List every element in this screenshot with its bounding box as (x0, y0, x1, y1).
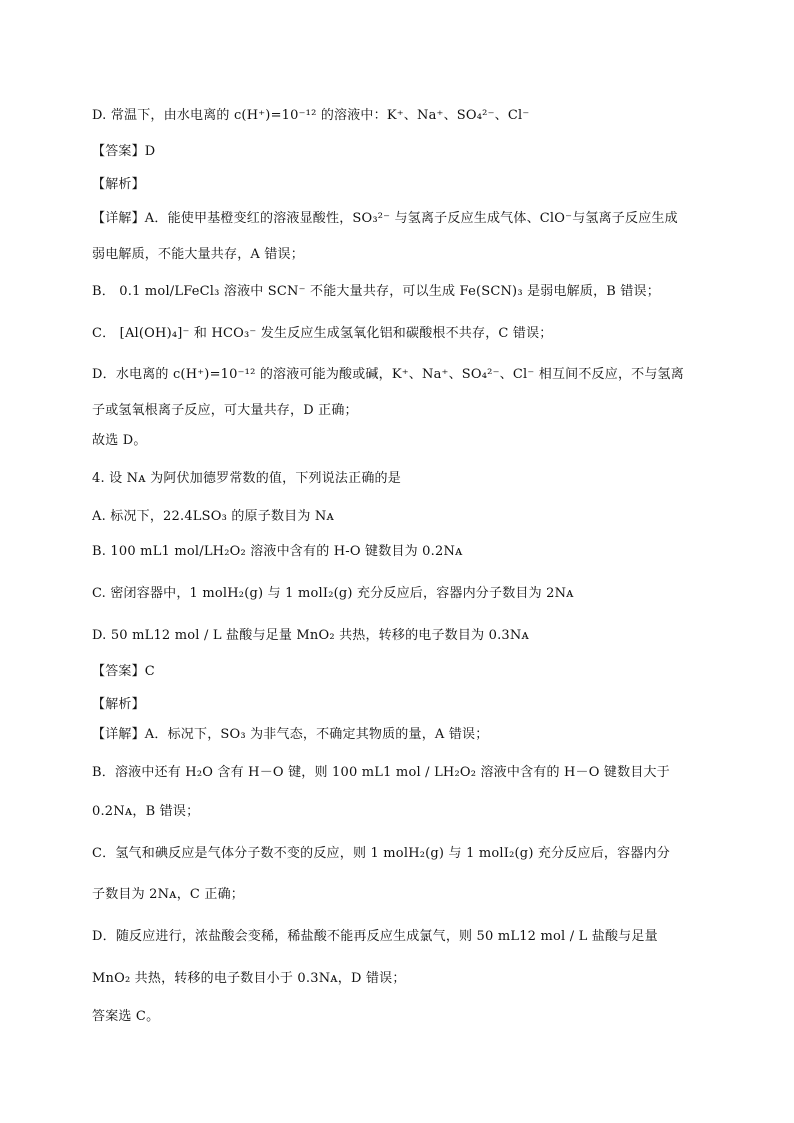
q4-detail-line-6: D．随反应进行，浓盐酸会变稀，稀盐酸不能再反应生成氯气，则 50 mL12 mol / L 盐酸与足量 (92, 929, 658, 944)
q4-option-b: B. 100 mL1 mol/LH₂O₂ 溶液中含有的 H-O 键数目为 0.2Nᴀ (92, 544, 463, 559)
q4-answer: 【答案】C (92, 664, 155, 679)
q3-detail-line-6: 子或氢氧根离子反应，可大量共存，D 正确； (92, 403, 358, 418)
q3-conclusion: 故选 D。 (92, 433, 147, 448)
q3-detail-line-5: D．水电离的 c(H⁺)=10⁻¹² 的溶液可能为酸或碱，K⁺、Na⁺、SO₄²⁻、Cl⁻ 相互间不反应，不与氢离 (92, 367, 684, 382)
q4-analysis-label: 【解析】 (92, 697, 145, 712)
q4-detail-line-3: 0.2Nᴀ，B 错误； (92, 804, 200, 819)
q3-detail-line-3: B． 0.1 mol/LFeCl₃ 溶液中 SCN⁻ 不能大量共存，可以生成 Fe(SCN)₃ 是弱电解质，B 错误； (92, 284, 660, 299)
q4-detail-line-5: 子数目为 2Nᴀ，C 正确； (92, 887, 245, 902)
q4-conclusion: 答案选 C。 (92, 1009, 160, 1024)
q3-detail-line-1: 【详解】A．能使甲基橙变红的溶液显酸性，SO₃²⁻ 与氢离子反应生成气体、ClO⁻与氢离子反应生成 (92, 211, 678, 226)
q3-analysis-label: 【解析】 (92, 177, 145, 192)
q3-detail-line-4: C． [Al(OH)₄]⁻ 和 HCO₃⁻ 发生反应生成氢氧化铝和碳酸根不共存，C 错误； (92, 326, 553, 341)
q4-detail-line-7: MnO₂ 共热，转移的电子数目小于 0.3Nᴀ，D 错误； (92, 971, 406, 986)
q3-answer: 【答案】D (92, 144, 156, 159)
q3-detail-line-2: 弱电解质，不能大量共存，A 错误； (92, 247, 304, 262)
q4-option-c: C. 密闭容器中，1 molH₂(g) 与 1 molI₂(g) 充分反应后，容器内分子数目为 2Nᴀ (92, 586, 574, 601)
q4-detail-line-4: C．氢气和碘反应是气体分子数不变的反应，则 1 molH₂(g) 与 1 molI₂(g) 充分反应后，容器内分 (92, 846, 670, 861)
q4-detail-line-2: B．溶液中还有 H₂O 含有 H－O 键，则 100 mL1 mol / LH₂O₂ 溶液中含有的 H－O 键数目大于 (92, 765, 670, 780)
q4-option-a: A. 标况下，22.4LSO₃ 的原子数目为 Nᴀ (92, 509, 334, 524)
q4-detail-line-1: 【详解】A．标况下，SO₃ 为非气态，不确定其物质的量，A 错误； (92, 727, 489, 742)
q3-option-d: D. 常温下，由水电离的 c(H⁺)=10⁻¹² 的溶液中：K⁺、Na⁺、SO₄²⁻、Cl⁻ (92, 108, 530, 123)
q4-stem: 4. 设 Nᴀ 为阿伏加德罗常数的值，下列说法正确的是 (92, 471, 401, 486)
q4-option-d: D. 50 mL12 mol / L 盐酸与足量 MnO₂ 共热，转移的电子数目为 0.3Nᴀ (92, 628, 529, 643)
